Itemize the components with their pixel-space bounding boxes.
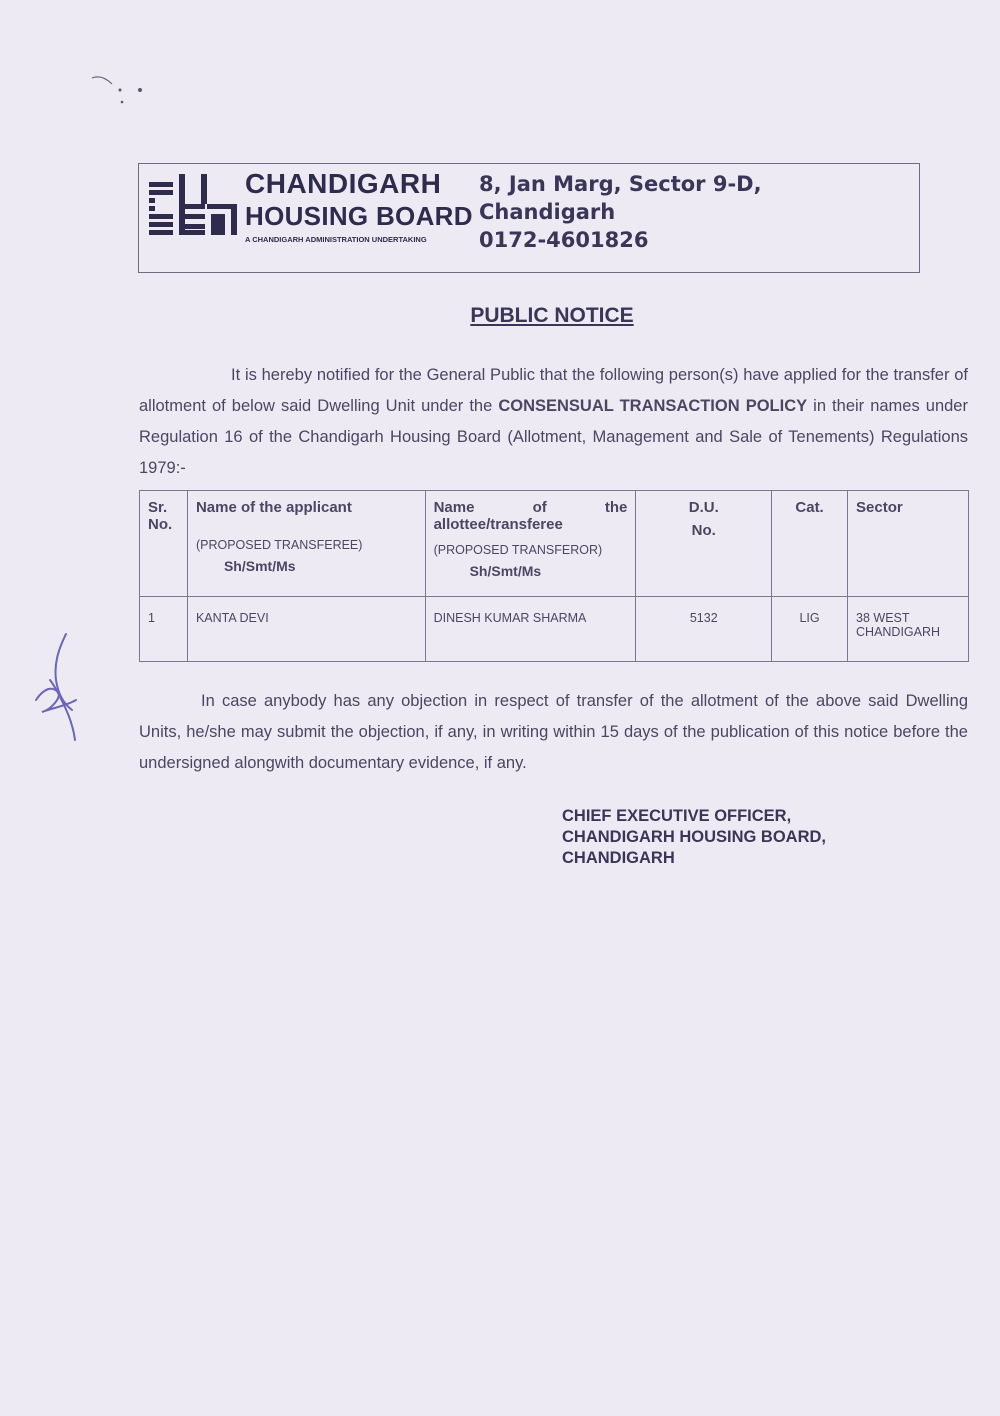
cell-cat: LIG xyxy=(772,597,848,662)
address-line1: 8, Jan Marg, Sector 9-D, xyxy=(479,172,762,196)
signatory-city: CHANDIGARH xyxy=(562,849,675,867)
intro-paragraph xyxy=(139,360,968,484)
handwritten-initials-icon xyxy=(28,630,84,742)
org-name-line1: CHANDIGARH xyxy=(245,168,442,199)
header-du: D.U. No. xyxy=(636,491,772,597)
table-header-row xyxy=(140,491,969,597)
cell-sector: 38 WEST CHANDIGARH xyxy=(848,597,969,662)
signatory-org: CHANDIGARH HOUSING BOARD, xyxy=(562,828,826,846)
address-block xyxy=(479,170,762,254)
objection-paragraph: In case anybody has any objection in respect of transfer of the allotment of the above said Dwelling Units, he/she may submit the objection, if any, in writing within 15 days of the publication of this notice before the undersigned alongwith documentary evidence, if any. xyxy=(139,692,968,772)
policy-name: CONSENSUAL TRANSACTION POLICY xyxy=(498,397,808,415)
cell-du: 5132 xyxy=(636,597,772,662)
org-name-line2: HOUSING BOARD xyxy=(245,201,473,231)
org-tagline: A CHANDIGARH ADMINISTRATION UNDERTAKING xyxy=(245,235,427,244)
phone-number: 0172-4601826 xyxy=(479,228,649,252)
table-row xyxy=(140,597,969,662)
letterhead xyxy=(138,163,920,273)
header-allottee: Name of the allottee/transferee (PROPOSED TRANSFEROR) Sh/Smt/Ms xyxy=(425,491,636,597)
intro-text-before: It is hereby notified for the General Public that the following person(s) have applied for the transfer of allotment of below said Dwelling Unit under the xyxy=(139,366,968,415)
header-sr: Sr. No. xyxy=(140,491,188,597)
header-applicant: Name of the applicant (PROPOSED TRANSFEREE) Sh/Smt/Ms xyxy=(187,491,425,597)
cell-sr: 1 xyxy=(140,597,188,662)
chb-logo-icon xyxy=(149,174,239,240)
notice-title: PUBLIC NOTICE xyxy=(470,304,634,327)
header-sector: Sector xyxy=(848,491,969,597)
transfer-table xyxy=(139,490,969,662)
cell-allottee: DINESH KUMAR SHARMA xyxy=(425,597,636,662)
scan-specks xyxy=(80,70,160,120)
address-line2: Chandigarh xyxy=(479,200,616,224)
header-cat: Cat. xyxy=(772,491,848,597)
intro-text-after: in their names under Regulation 16 of the Chandigarh Housing Board (Allotment, Management and Sale of Tenements) Regulations 1979:- xyxy=(139,397,968,477)
cell-applicant: KANTA DEVI xyxy=(187,597,425,662)
signature-block xyxy=(562,806,826,869)
signatory-title: CHIEF EXECUTIVE OFFICER, xyxy=(562,807,792,825)
